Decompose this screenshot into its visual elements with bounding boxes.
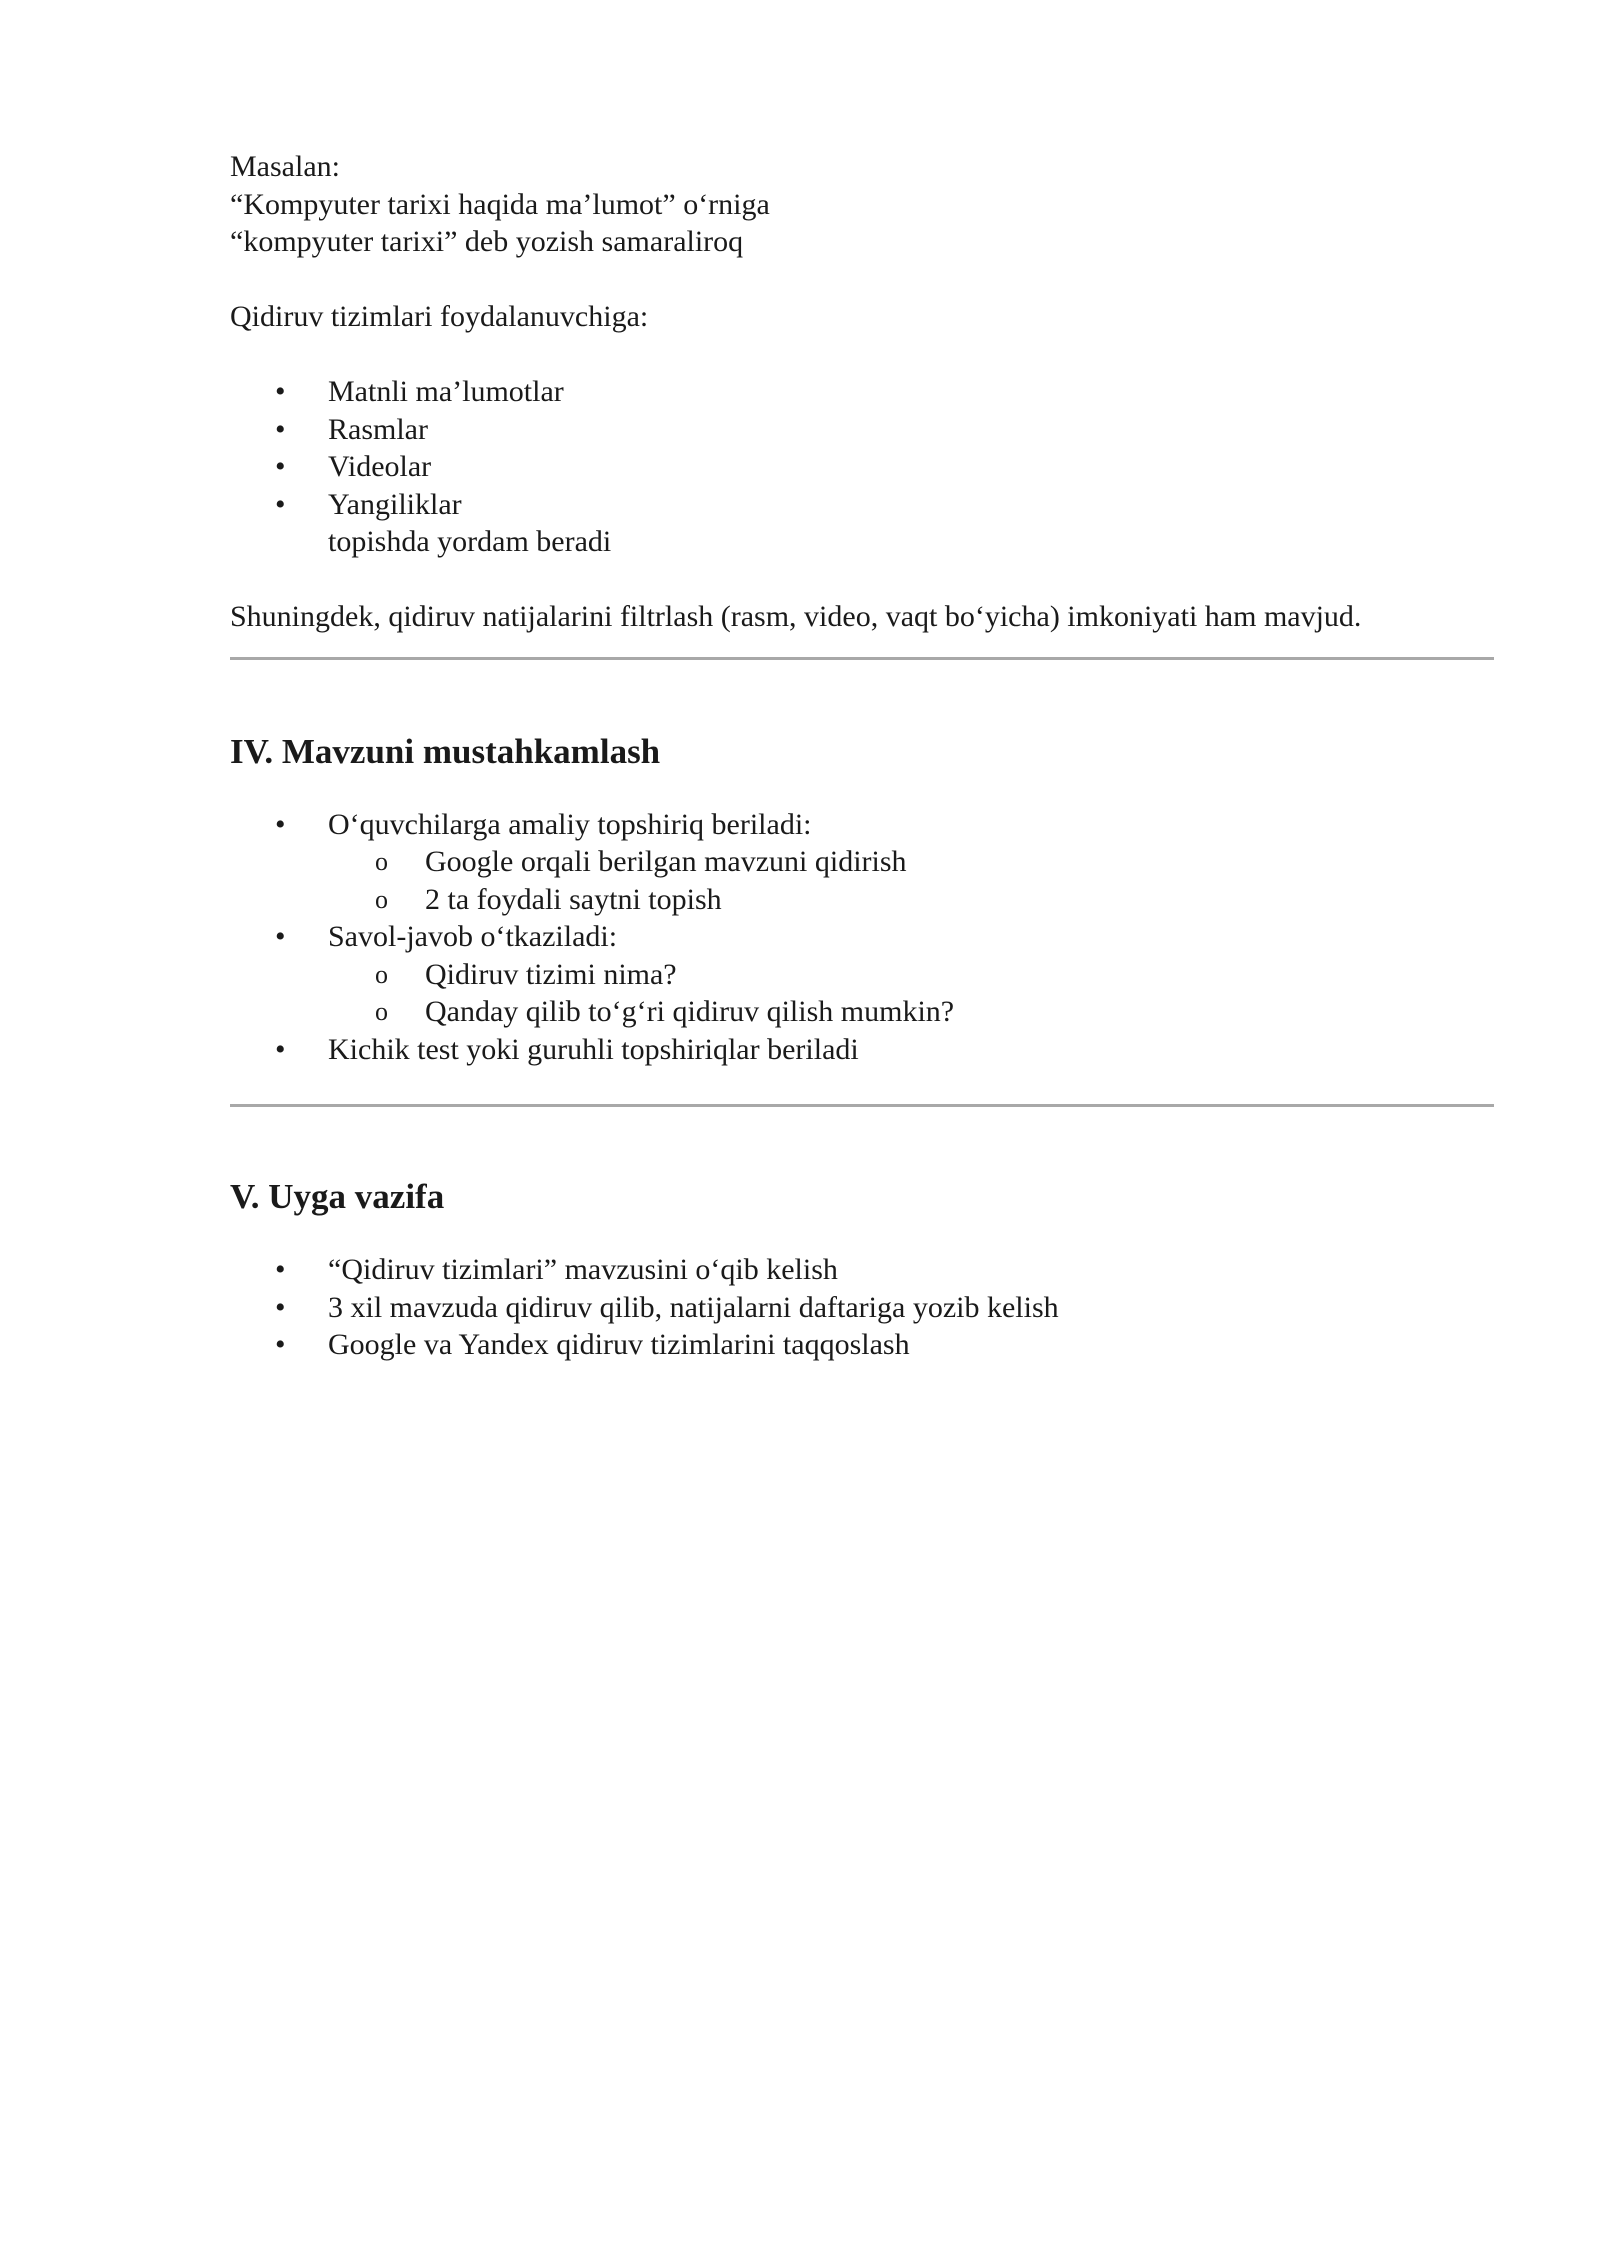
list-item: • “Qidiruv tizimlari” mavzusini o‘qib kelish: [230, 1251, 1494, 1289]
bullet-icon: •: [275, 1032, 286, 1066]
section-heading: IV. Mavzuni mustahkamlash: [230, 731, 661, 771]
bullet-icon: •: [275, 450, 286, 483]
bullet-icon: •: [275, 1253, 286, 1286]
sub-list-item: o Qanday qilib to‘g‘ri qidiruv qilish mumkin?: [328, 993, 1494, 1031]
list-item: • O‘quvchilarga amaliy topshiriq beriladi:: [230, 806, 1494, 844]
bullet-icon: •: [275, 920, 286, 953]
sub-list: [328, 956, 1494, 1031]
helps-list: [230, 373, 1494, 523]
list-item: • Videolar: [230, 448, 1494, 486]
sub-bullet-icon: o: [375, 997, 388, 1026]
section-4-list: [230, 1031, 1494, 1069]
section-4-list: [230, 806, 1494, 844]
section-4-list: [230, 918, 1494, 956]
sub-bullet-icon: o: [375, 884, 388, 914]
sub-list-item: o 2 ta foydali saytni topish: [328, 881, 1494, 919]
list-item: • Google va Yandex qidiruv tizimlarini taqqoslash: [230, 1326, 1494, 1364]
example-line: “kompyuter tarixi” deb yozish samaraliroq: [230, 225, 744, 258]
document-body: [230, 148, 1494, 1364]
filter-note: Shuningdek, qidiruv natijalarini filtrlash (rasm, video, vaqt bo‘yicha) imkoniyati ham mavjud.: [230, 600, 1362, 633]
bullet-icon: •: [275, 375, 286, 408]
example-label: Masalan:: [230, 150, 340, 183]
bullet-icon: •: [275, 807, 286, 841]
sub-bullet-icon: o: [375, 959, 388, 989]
bullet-icon: •: [275, 412, 286, 446]
list-item: • Rasmlar: [230, 411, 1494, 449]
list-item: • Savol-javob o‘tkaziladi:: [230, 918, 1494, 956]
bullet-icon: •: [275, 487, 286, 521]
list-item: • 3 xil mavzuda qidiruv qilib, natijalarni daftariga yozib kelish: [230, 1289, 1494, 1327]
bullet-icon: •: [275, 1290, 286, 1324]
helps-intro: Qidiruv tizimlari foydalanuvchiga:: [230, 300, 649, 333]
list-item: • Kichik test yoki guruhli topshiriqlar beriladi: [230, 1031, 1494, 1069]
section-heading: V. Uyga vazifa: [230, 1177, 445, 1216]
section-5-list: [230, 1251, 1494, 1364]
sub-list-item: o Qidiruv tizimi nima?: [328, 956, 1494, 994]
list-item: • Matnli ma’lumotlar: [230, 373, 1494, 411]
helps-tail: topishda yordam beradi: [328, 525, 612, 558]
example-line: “Kompyuter tarixi haqida ma’lumot” o‘rniga: [230, 187, 770, 221]
bullet-icon: •: [275, 1328, 286, 1361]
sub-list-item: o Google orqali berilgan mavzuni qidirish: [328, 843, 1494, 881]
sub-bullet-icon: o: [375, 847, 388, 876]
list-item: • Yangiliklar: [230, 486, 1494, 524]
sub-list: [328, 843, 1494, 918]
